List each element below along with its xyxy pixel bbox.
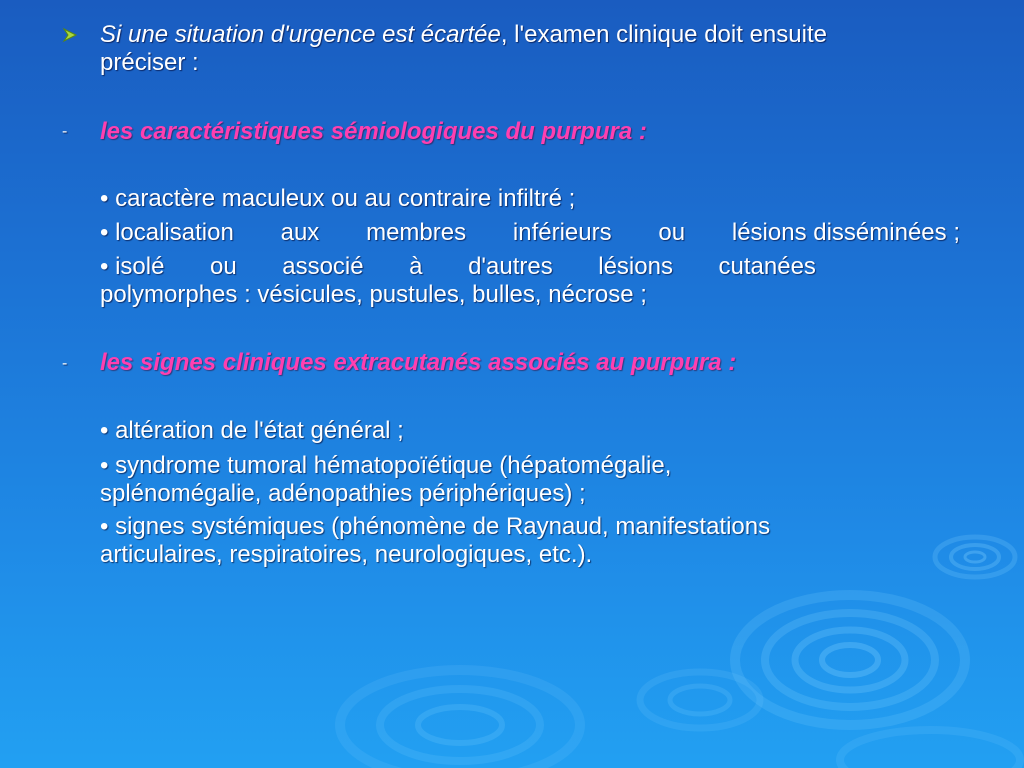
- dash-marker: -: [62, 355, 68, 372]
- word: ou: [209, 253, 237, 280]
- intro-continuation: préciser :: [100, 49, 199, 76]
- list-item-line: splénomégalie, adénopathies périphériques) ;: [100, 480, 586, 507]
- heading-semiological: les caractéristiques sémiologiques du purpura :: [100, 118, 647, 145]
- list-item-systemic: [100, 513, 770, 569]
- list-item-line: articulaires, respiratoires, neurologiques, etc.).: [100, 541, 593, 568]
- arrow-bullet-icon: [62, 27, 78, 43]
- word: membres: [366, 219, 467, 246]
- list-item: • altération de l'état général ;: [100, 417, 404, 444]
- word: lésions disséminées ;: [731, 219, 960, 246]
- word: aux: [280, 219, 320, 246]
- word: associé: [282, 253, 364, 280]
- list-item-isole: [100, 253, 816, 309]
- word: • localisation: [100, 219, 234, 246]
- word: d'autres: [468, 253, 553, 280]
- word: cutanées: [718, 253, 816, 280]
- list-item-localisation: [100, 219, 960, 247]
- list-item: • caractère maculeux ou au contraire infiltré ;: [100, 185, 576, 212]
- intro-paragraph: [100, 21, 980, 77]
- word: inférieurs: [512, 219, 612, 246]
- dash-marker: -: [62, 123, 68, 140]
- heading-extracutaneous: les signes cliniques extracutanés associés au purpura :: [100, 349, 737, 376]
- word: lésions: [598, 253, 673, 280]
- list-item-line: • syndrome tumoral hématopoïétique (hépatomégalie,: [100, 452, 672, 479]
- list-item-continuation: polymorphes : vésicules, pustules, bulles, nécrose ;: [100, 281, 647, 308]
- intro-italic: Si une situation d'urgence est écartée: [100, 21, 501, 48]
- list-item-line: • signes systémiques (phénomène de Raynaud, manifestations: [100, 513, 771, 540]
- word: • isolé: [100, 253, 165, 280]
- word: ou: [658, 219, 686, 246]
- list-item-syndrome: [100, 452, 671, 508]
- word: à: [409, 253, 423, 280]
- intro-rest: , l'examen clinique doit ensuite: [500, 21, 827, 48]
